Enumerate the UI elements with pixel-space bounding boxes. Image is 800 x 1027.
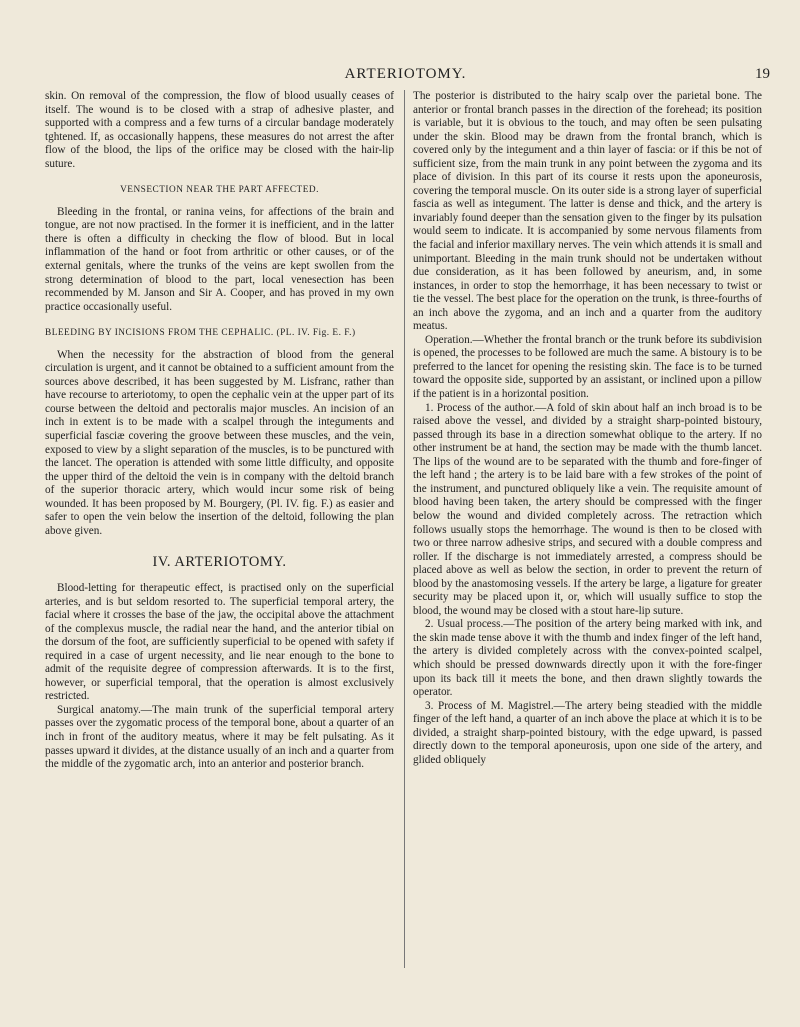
paragraph: 3. Process of M. Magistrel.—The artery being steadied with the middle finger of the left hand, a quarter of an inch above the place at which it is to be divided, a straight sharp-pointed bistoury, with the edge upward, is passed directly down to the temporal aponeurosis, upon one side of the artery, and glided obliquely bbox=[413, 699, 762, 766]
paragraph: The posterior is distributed to the hairy scalp over the parietal bone. The anterior or frontal branch passes in the direction of the forehead; its position is variable, but it is obvious to the touch, and may often be seen pulsating under the skin. Blood may be drawn from the frontal branch, which is covered only by the integument and a thin layer of fascia: or if this be not of sufficient size, from the main trunk in any point between the zygoma and its place of division. In this part of its course it rests upon the aponeurosis, covering the temporal muscle. On its outer side is a strong layer of superficial fascia as well as integument. The latter is dense and thick, and the artery is invariably found deeper than the sensation given to the finger by its pulsation would seem to indicate. It is accompanied by some nervous filaments from the facial and inferior maxillary nerves. The vein which attends it is small and unimportant. Bleeding in the main trunk should not be undertaken without due consideration, as it has been followed by aneurism, and, in some instances, in order to stop the hemorrhage, it has been necessary to twist or tie the vessel. The best place for the operation on the trunk, is three-fourths of an inch above the zygoma, and an inch and a quarter from the auditory meatus. bbox=[413, 90, 762, 333]
paragraph: Operation.—Whether the frontal branch or the trunk before its subdivision is opened, the processes to be followed are much the same. A bistoury is to be preferred to the lancet for opening the resisting skin. The face is to be turned toward the opposite side, supported by an assistant, or inclined upon a pillow if the patient is in a horizontal position. bbox=[413, 333, 762, 401]
section-heading: BLEEDING BY INCISIONS FROM THE CEPHALIC. (PL. IV. Fig. E. F.) bbox=[45, 328, 356, 339]
right-column bbox=[413, 90, 762, 767]
paragraph: Bleeding in the frontal, or ranina veins, for affections of the brain and tongue, are not now practised. In the former it is inefficient, and in the latter there is often a difficulty in checking the flow of blood. But in local inflammation of the hand or foot from arthritic or other causes, or of the external genitals, where the trunks of the veins are kept swollen from the strong determination of blood to the part, local venesection has been recommended by M. Janson and Sir A. Cooper, and has proved in my own practice occasionally useful. bbox=[45, 205, 394, 313]
running-title: ARTERIOTOMY. bbox=[344, 66, 467, 82]
paragraph: Blood-letting for therapeutic effect, is practised only on the superficial arteries, and is but seldom resorted to. The superficial temporal artery, the facial where it crosses the base of the jaw, the occipital above the attachment of the complexus muscle, the radial near the hand, and the anterior tibial on the dorsum of the foot, are sufficiently superficial to be opened with safety if required in a case of urgent necessity, and lie near enough to the bone to admit of the requisite degree of compression afterwards. It is to the first, however, or superficial temporal, that the operation is almost exclusively restricted. bbox=[45, 581, 394, 703]
paragraph: 1. Process of the author.—A fold of skin about half an inch broad is to be raised above the vessel, and divided by a straight sharp-pointed bistoury, passed through its base in a direction somewhat oblique to the artery. If no other instrument be at hand, the section may be made with the thumb lancet. The lips of the wound are to be separated with the thumb and fore-finger of the left hand ; the artery is to be laid bare with a few strokes of the point of the instrument, and punctured obliquely like a vein. The requisite amount of blood having been taken, the artery should be compressed with the finger below the wound and divided completely across. The retraction which follows usually stops the hemorrhage. The wound is then to be closed with two or three narrow adhesive strips, and secured with a double compress and roller. If the discharge is not immediately arrested, a compress should be placed above as well as below the section, in order to prevent the return of blood by the anastomosing vessels. If the artery be large, a ligature for greater security may be placed upon it, or, which will usually suffice to stop the blood, the wound may be closed with a stout hare-lip suture. bbox=[413, 401, 762, 617]
chapter-heading: IV. ARTERIOTOMY. bbox=[152, 554, 287, 571]
paragraph: 2. Usual process.—The position of the artery being marked with ink, and the skin made tense above it with the thumb and index finger of the left hand, the artery is divided completely across with the convex-pointed scalpel, which should be pressed downwards directly upon it with the fore-finger upon its back till it meets the bone, and then drawn slightly towards the operator. bbox=[413, 618, 762, 699]
column-divider bbox=[404, 90, 405, 968]
section-heading: VENSECTION NEAR THE PART AFFECTED. bbox=[120, 185, 319, 196]
page-number: 19 bbox=[755, 66, 770, 82]
paragraph: When the necessity for the abstraction of blood from the general circulation is urgent, and it cannot be obtained to a sufficient amount from the sources above described, it has been suggested by M. Lisfranc, rather than have recourse to arteriotomy, to open the cephalic vein at the upper part of its course between the deltoid and pectoralis major muscles. An incision of an inch in extent is to be made with a scalpel through the integuments and superficial fasciæ covering the groove between these muscles, and the vein, exposed to view by a slight separation of the muscles, is to be punctured with the lancet. The operation is attended with some little difficulty, and opposite the upper third of the deltoid the vein is in company with the deltoid branch of the superior thoracic artery, which would incur some risk of being wounded. It has been proposed by M. Bourgery, (Pl. IV. fig. F.) as easier and safer to open the vein below the insertion of the deltoid, following the plan above given. bbox=[45, 348, 394, 537]
page-header bbox=[41, 66, 770, 86]
paragraph: skin. On removal of the compression, the flow of blood usually ceases of itself. The wound is to be closed with a strap of adhesive plaster, and supported with a compress and a few turns of a circular bandage moderately tghtened. If, as occasionally happens, these measures do not arrest the after flow of the blood, the lips of the orifice may be closed with the hair-lip suture. bbox=[45, 90, 394, 170]
paragraph: Surgical anatomy.—The main trunk of the superficial temporal artery passes over the zygomatic process of the temporal bone, about a quarter of an inch in front of the auditory meatus, where it may be felt pulsating. As it passes upward it divides, at the distance usually of an inch and a quarter from the middle of the zygomatic arch, into an anterior and posterior branch. bbox=[45, 703, 394, 771]
left-column bbox=[45, 90, 394, 772]
